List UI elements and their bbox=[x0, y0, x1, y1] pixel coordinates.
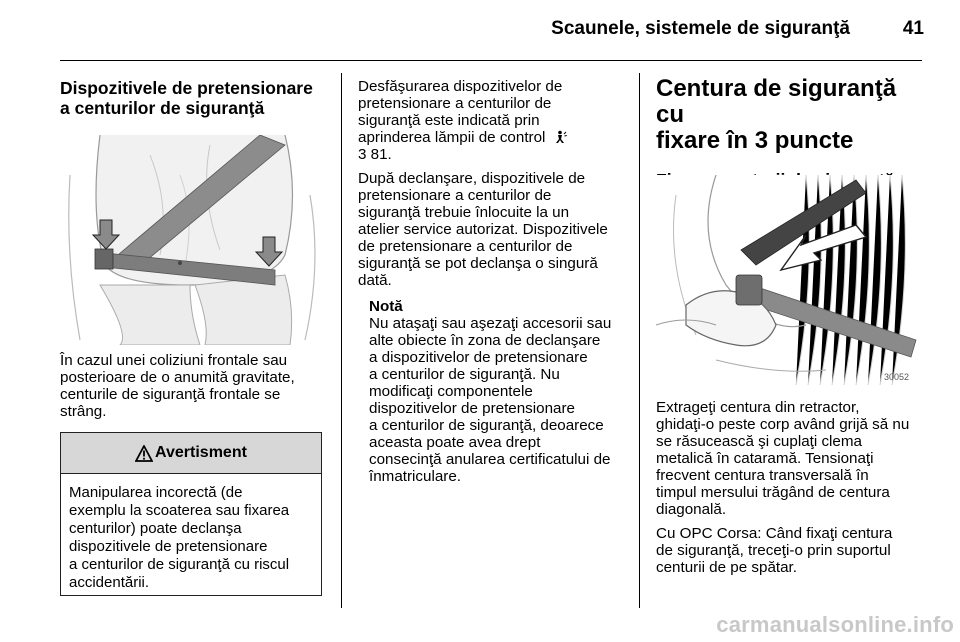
deployment-paragraph: Desfăşurarea dispozitivelor de pretensionare a centurilor de siguranţă este indicată prin aprinderea lămpii de control bbox=[358, 78, 563, 146]
warning-triangle-icon bbox=[135, 445, 153, 462]
replacement-paragraph: După declanşare, dispozitivele de pretensionare a centurilor de siguranţă trebuie înlocuite la un atelier service autorizat. Dispozitivele de pretensionare a centurilor de siguranţă se pot declanşa o singură dată. bbox=[358, 170, 608, 289]
column-divider-1 bbox=[341, 73, 342, 608]
warning-box bbox=[60, 432, 322, 596]
column-3-text bbox=[656, 399, 924, 576]
warning-text: Manipularea incorectă (de exemplu la scoaterea sau fixarea centurilor) poate declanşa dispozitivele de pretensionare a centurilor de siguranţă cu riscul accidentării. bbox=[69, 484, 290, 591]
section-heading-pretensioners: Dispozitivele de pretensionare a centurilor de siguranţă bbox=[60, 78, 313, 118]
fastening-paragraph: Extrageţi centura din retractor, ghidaţi-o peste corp având grijă să nu se răsucească şi cuplaţi clema metalică în cataramă. Tensionaţi frecvent centura transversală în timpul mersului trăgând de centura diagonală. bbox=[656, 399, 910, 518]
column-2 bbox=[358, 78, 630, 485]
warning-title: Avertisment bbox=[155, 444, 247, 461]
running-header-title: Scaunele, sistemele de siguranţă bbox=[551, 18, 850, 39]
section-heading-3-point-belt: Centura de siguranţă cu fixare în 3 puncte bbox=[656, 75, 897, 154]
pretensioner-illustration bbox=[60, 135, 322, 345]
column-1 bbox=[60, 78, 330, 118]
column-1-text bbox=[60, 352, 330, 420]
watermark: carmanualsonline.info bbox=[716, 612, 954, 637]
collision-paragraph: În cazul unei coliziuni frontale sau posterioare de o anumită gravitate, centurile de siguranţă frontale se strâng. bbox=[60, 352, 295, 420]
airbag-control-lamp-icon bbox=[553, 130, 567, 144]
header-rule bbox=[60, 60, 922, 61]
column-3 bbox=[656, 76, 924, 190]
page-number: 41 bbox=[902, 18, 924, 39]
column-divider-2 bbox=[639, 73, 640, 608]
seat-belt-fastening-drawing bbox=[656, 175, 918, 385]
seat-belt-pretensioner-drawing bbox=[60, 135, 322, 345]
note-text: Nu ataşaţi sau aşezaţi accesorii sau alte obiecte în zona de declanşare a dispozitivelor de pretensionare a centurilor de siguranţă. Nu modificaţi componentele dispozitivelor de pretensionare a centurilor de siguranţă, deoarece aceasta poate avea drept consecinţă anularea certificatului de înmatriculare. bbox=[369, 315, 612, 485]
figure-code: 30052 bbox=[884, 372, 910, 382]
fastening-illustration bbox=[656, 175, 918, 385]
note-block bbox=[369, 298, 630, 485]
note-title: Notă bbox=[369, 298, 403, 315]
opc-corsa-paragraph: Cu OPC Corsa: Când fixaţi centura de siguranţă, treceţi-o prin suportul centurii de pe spătar. bbox=[656, 525, 893, 576]
page-reference[interactable]: 3 81. bbox=[358, 146, 392, 163]
warning-header bbox=[61, 433, 321, 474]
